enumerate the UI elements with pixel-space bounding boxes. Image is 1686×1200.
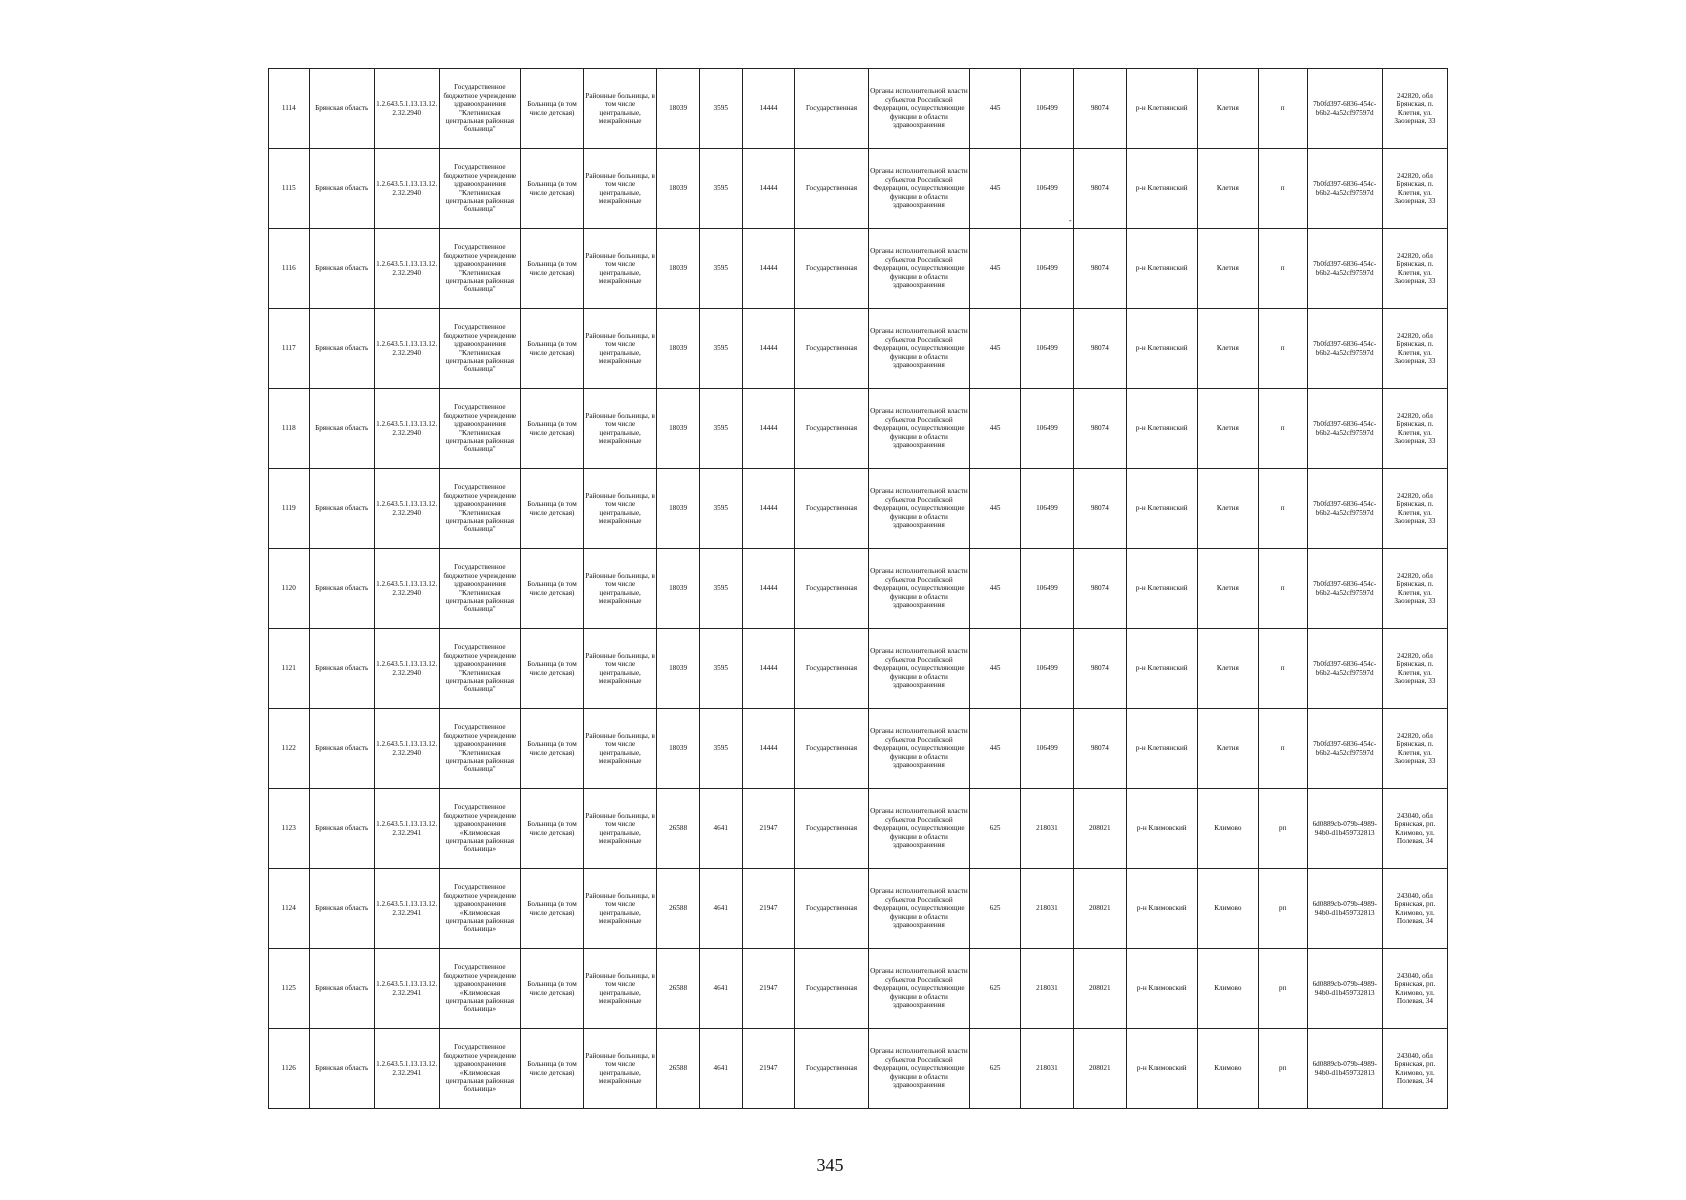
oid-code-cell: 1.2.643.5.1.13.13.12.2.32.2941 (374, 949, 439, 1029)
ownership-cell: Государственная (795, 949, 868, 1029)
value-2-cell: 3595 (699, 629, 742, 709)
table-row (269, 709, 1448, 789)
facility-group-cell: Районные больницы, в том числе центральные, межрайонные (584, 709, 657, 789)
region-cell: Брянская область (309, 309, 374, 389)
ownership-cell: Государственная (795, 789, 868, 869)
organization-name-cell: Государственное бюджетное учреждение здравоохранения "Клетнянская центральная районная больница" (439, 549, 520, 629)
facility-group-cell: Районные больницы, в том числе центральные, межрайонные (584, 549, 657, 629)
organization-name-cell: Государственное бюджетное учреждение здравоохранения "Клетнянская центральная районная больница" (439, 629, 520, 709)
value-4-cell: 625 (970, 1029, 1021, 1109)
locality-type-cell: рп (1258, 949, 1307, 1029)
value-4-cell: 625 (970, 869, 1021, 949)
organization-name-cell: Государственное бюджетное учреждение здравоохранения "Клетнянская центральная районная больница" (439, 69, 520, 149)
value-4-cell: 445 (970, 709, 1021, 789)
region-cell: Брянская область (309, 549, 374, 629)
facility-group-cell: Районные больницы, в том числе центральные, межрайонные (584, 149, 657, 229)
value-2-cell: 3595 (699, 149, 742, 229)
address-cell: 243040, обл Брянская, рп. Климово, ул. Полевая, 34 (1382, 1029, 1447, 1109)
value-2-cell: 3595 (699, 469, 742, 549)
value-3-cell: 14444 (742, 469, 795, 549)
value-6-cell: 208021 (1073, 789, 1126, 869)
row-number: 1124 (269, 869, 310, 949)
address-cell: 242820, обл Брянская, п. Клетня, ул. Заозерная, 33 (1382, 709, 1447, 789)
ownership-cell: Государственная (795, 869, 868, 949)
locality-type-cell: п (1258, 149, 1307, 229)
value-5-cell: 106499 (1021, 149, 1074, 229)
row-number: 1114 (269, 69, 310, 149)
value-1-cell: 18039 (657, 549, 700, 629)
table-row (269, 869, 1448, 949)
value-4-cell: 445 (970, 309, 1021, 389)
value-4-cell: 445 (970, 69, 1021, 149)
value-3-cell: 14444 (742, 389, 795, 469)
value-3-cell: 14444 (742, 69, 795, 149)
organization-name-cell: Государственное бюджетное учреждение здравоохранения «Климовская центральная районная больница» (439, 949, 520, 1029)
value-4-cell: 445 (970, 389, 1021, 469)
ownership-cell: Государственная (795, 709, 868, 789)
facility-kind-cell: Больница (в том числе детская) (521, 1029, 584, 1109)
ownership-cell: Государственная (795, 69, 868, 149)
facility-kind-cell: Больница (в том числе детская) (521, 149, 584, 229)
registry-body (269, 69, 1448, 1109)
authority-cell: Органы исполнительной власти субъектов Российской Федерации, осуществляющие функции в области здравоохранения (868, 309, 970, 389)
value-1-cell: 26588 (657, 789, 700, 869)
ownership-cell: Государственная (795, 549, 868, 629)
value-5-cell: 106499 (1021, 69, 1074, 149)
table-row (269, 789, 1448, 869)
facility-kind-cell: Больница (в том числе детская) (521, 629, 584, 709)
region-cell: Брянская область (309, 229, 374, 309)
organization-name-cell: Государственное бюджетное учреждение здравоохранения "Клетнянская центральная районная больница" (439, 469, 520, 549)
facility-kind-cell: Больница (в том числе детская) (521, 869, 584, 949)
page-number: 345 (816, 1155, 844, 1175)
guid-cell: 7b0fd397-6836-454c-b6b2-4a52cf97597d (1307, 389, 1382, 469)
facility-group-cell: Районные больницы, в том числе центральные, межрайонные (584, 629, 657, 709)
facility-kind-cell: Больница (в том числе детская) (521, 949, 584, 1029)
address-cell: 242820, обл Брянская, п. Клетня, ул. Заозерная, 33 (1382, 389, 1447, 469)
locality-type-cell: п (1258, 629, 1307, 709)
locality-cell: Клетня (1197, 229, 1258, 309)
organization-name-cell: Государственное бюджетное учреждение здравоохранения «Климовская центральная районная больница» (439, 789, 520, 869)
value-6-cell: 98074 (1073, 549, 1126, 629)
oid-code-cell: 1.2.643.5.1.13.13.12.2.32.2940 (374, 389, 439, 469)
value-5-cell: 218031 (1021, 949, 1074, 1029)
row-number: 1117 (269, 309, 310, 389)
value-6-cell: 98074 (1073, 629, 1126, 709)
region-cell: Брянская область (309, 949, 374, 1029)
facility-kind-cell: Больница (в том числе детская) (521, 389, 584, 469)
district-cell: р-н Клетнянский (1126, 149, 1197, 229)
facility-kind-cell: Больница (в том числе детская) (521, 789, 584, 869)
authority-cell: Органы исполнительной власти субъектов Российской Федерации, осуществляющие функции в области здравоохранения (868, 229, 970, 309)
region-cell: Брянская область (309, 629, 374, 709)
value-1-cell: 18039 (657, 389, 700, 469)
value-5-cell: 218031 (1021, 1029, 1074, 1109)
table-row (269, 69, 1448, 149)
district-cell: р-н Климовский (1126, 869, 1197, 949)
address-cell: 243040, обл Брянская, рп. Климово, ул. Полевая, 34 (1382, 869, 1447, 949)
oid-code-cell: 1.2.643.5.1.13.13.12.2.32.2940 (374, 629, 439, 709)
row-number: 1120 (269, 549, 310, 629)
locality-cell: Клетня (1197, 549, 1258, 629)
value-4-cell: 445 (970, 229, 1021, 309)
locality-cell: Клетня (1197, 629, 1258, 709)
value-5-cell: 106499 (1021, 309, 1074, 389)
locality-cell: Климово (1197, 869, 1258, 949)
guid-cell: 7b0fd397-6836-454c-b6b2-4a52cf97597d (1307, 309, 1382, 389)
facility-kind-cell: Больница (в том числе детская) (521, 69, 584, 149)
guid-cell: 6d0889cb-079b-4989-94b0-d1b459732813 (1307, 1029, 1382, 1109)
ownership-cell: Государственная (795, 629, 868, 709)
value-1-cell: 18039 (657, 69, 700, 149)
locality-type-cell: п (1258, 309, 1307, 389)
value-4-cell: 445 (970, 149, 1021, 229)
value-6-cell: 98074 (1073, 229, 1126, 309)
value-3-cell: 21947 (742, 789, 795, 869)
address-cell: 242820, обл Брянская, п. Клетня, ул. Заозерная, 33 (1382, 629, 1447, 709)
district-cell: р-н Клетнянский (1126, 629, 1197, 709)
organization-name-cell: Государственное бюджетное учреждение здравоохранения "Клетнянская центральная районная больница" (439, 389, 520, 469)
table-row (269, 309, 1448, 389)
value-2-cell: 3595 (699, 549, 742, 629)
facility-kind-cell: Больница (в том числе детская) (521, 229, 584, 309)
facility-group-cell: Районные больницы, в том числе центральные, межрайонные (584, 69, 657, 149)
district-cell: р-н Клетнянский (1126, 709, 1197, 789)
value-2-cell: 3595 (699, 709, 742, 789)
table-row (269, 549, 1448, 629)
value-1-cell: 18039 (657, 229, 700, 309)
address-cell: 242820, обл Брянская, п. Клетня, ул. Заозерная, 33 (1382, 469, 1447, 549)
district-cell: р-н Клетнянский (1126, 309, 1197, 389)
address-cell: 242820, обл Брянская, п. Клетня, ул. Заозерная, 33 (1382, 309, 1447, 389)
row-number: 1122 (269, 709, 310, 789)
oid-code-cell: 1.2.643.5.1.13.13.12.2.32.2940 (374, 149, 439, 229)
authority-cell: Органы исполнительной власти субъектов Российской Федерации, осуществляющие функции в области здравоохранения (868, 69, 970, 149)
organization-name-cell: Государственное бюджетное учреждение здравоохранения «Климовская центральная районная больница» (439, 1029, 520, 1109)
value-6-cell: 98074 (1073, 389, 1126, 469)
facility-group-cell: Районные больницы, в том числе центральные, межрайонные (584, 229, 657, 309)
authority-cell: Органы исполнительной власти субъектов Российской Федерации, осуществляющие функции в области здравоохранения (868, 709, 970, 789)
value-3-cell: 14444 (742, 709, 795, 789)
value-3-cell: 21947 (742, 949, 795, 1029)
region-cell: Брянская область (309, 389, 374, 469)
value-5-cell: 218031 (1021, 869, 1074, 949)
authority-cell: Органы исполнительной власти субъектов Российской Федерации, осуществляющие функции в области здравоохранения (868, 869, 970, 949)
district-cell: р-н Климовский (1126, 789, 1197, 869)
value-3-cell: 21947 (742, 869, 795, 949)
value-5-cell: 106499 (1021, 229, 1074, 309)
value-1-cell: 18039 (657, 149, 700, 229)
oid-code-cell: 1.2.643.5.1.13.13.12.2.32.2941 (374, 1029, 439, 1109)
locality-type-cell: рп (1258, 869, 1307, 949)
value-2-cell: 4641 (699, 869, 742, 949)
facility-kind-cell: Больница (в том числе детская) (521, 709, 584, 789)
facility-kind-cell: Больница (в том числе детская) (521, 549, 584, 629)
guid-cell: 7b0fd397-6836-454c-b6b2-4a52cf97597d (1307, 69, 1382, 149)
value-1-cell: 18039 (657, 709, 700, 789)
ownership-cell: Государственная (795, 229, 868, 309)
table-row (269, 229, 1448, 309)
value-1-cell: 26588 (657, 869, 700, 949)
value-6-cell: 98074 (1073, 69, 1126, 149)
locality-cell: Клетня (1197, 149, 1258, 229)
row-number: 1125 (269, 949, 310, 1029)
address-cell: 243040, обл Брянская, рп. Климово, ул. Полевая, 34 (1382, 949, 1447, 1029)
locality-cell: Климово (1197, 789, 1258, 869)
locality-type-cell: рп (1258, 1029, 1307, 1109)
region-cell: Брянская область (309, 1029, 374, 1109)
value-3-cell: 14444 (742, 229, 795, 309)
value-5-cell: 106499 (1021, 389, 1074, 469)
authority-cell: Органы исполнительной власти субъектов Российской Федерации, осуществляющие функции в области здравоохранения (868, 1029, 970, 1109)
locality-type-cell: п (1258, 69, 1307, 149)
facility-group-cell: Районные больницы, в том числе центральные, межрайонные (584, 869, 657, 949)
facility-group-cell: Районные больницы, в том числе центральные, межрайонные (584, 389, 657, 469)
locality-type-cell: п (1258, 389, 1307, 469)
row-number: 1118 (269, 389, 310, 469)
facility-kind-cell: Больница (в том числе детская) (521, 309, 584, 389)
document-sheet (268, 68, 1448, 1109)
table-row (269, 629, 1448, 709)
row-number: 1119 (269, 469, 310, 549)
value-1-cell: 18039 (657, 309, 700, 389)
locality-type-cell: п (1258, 549, 1307, 629)
value-6-cell: 208021 (1073, 1029, 1126, 1109)
ownership-cell: Государственная (795, 309, 868, 389)
value-4-cell: 445 (970, 469, 1021, 549)
guid-cell: 6d0889cb-079b-4989-94b0-d1b459732813 (1307, 949, 1382, 1029)
value-2-cell: 3595 (699, 389, 742, 469)
ownership-cell: Государственная (795, 469, 868, 549)
guid-cell: 6d0889cb-079b-4989-94b0-d1b459732813 (1307, 789, 1382, 869)
row-number: 1121 (269, 629, 310, 709)
district-cell: р-н Климовский (1126, 949, 1197, 1029)
address-cell: 242820, обл Брянская, п. Клетня, ул. Заозерная, 33 (1382, 549, 1447, 629)
registry-table (268, 68, 1448, 1109)
table-row (269, 949, 1448, 1029)
value-2-cell: 4641 (699, 949, 742, 1029)
guid-cell: 7b0fd397-6836-454c-b6b2-4a52cf97597d (1307, 229, 1382, 309)
value-6-cell: 208021 (1073, 949, 1126, 1029)
facility-kind-cell: Больница (в том числе детская) (521, 469, 584, 549)
value-4-cell: 625 (970, 789, 1021, 869)
locality-type-cell: рп (1258, 789, 1307, 869)
locality-cell: Клетня (1197, 389, 1258, 469)
locality-type-cell: п (1258, 469, 1307, 549)
guid-cell: 7b0fd397-6836-454c-b6b2-4a52cf97597d (1307, 549, 1382, 629)
table-row (269, 469, 1448, 549)
value-2-cell: 3595 (699, 69, 742, 149)
oid-code-cell: 1.2.643.5.1.13.13.12.2.32.2941 (374, 869, 439, 949)
value-3-cell: 14444 (742, 629, 795, 709)
district-cell: р-н Клетнянский (1126, 549, 1197, 629)
address-cell: 242820, обл Брянская, п. Клетня, ул. Заозерная, 33 (1382, 229, 1447, 309)
organization-name-cell: Государственное бюджетное учреждение здравоохранения "Клетнянская центральная районная больница" (439, 309, 520, 389)
guid-cell: 7b0fd397-6836-454c-b6b2-4a52cf97597d (1307, 149, 1382, 229)
facility-group-cell: Районные больницы, в том числе центральные, межрайонные (584, 469, 657, 549)
district-cell: р-н Климовский (1126, 1029, 1197, 1109)
facility-group-cell: Районные больницы, в том числе центральные, межрайонные (584, 309, 657, 389)
table-row (269, 149, 1448, 229)
organization-name-cell: Государственное бюджетное учреждение здравоохранения "Клетнянская центральная районная больница" (439, 709, 520, 789)
oid-code-cell: 1.2.643.5.1.13.13.12.2.32.2940 (374, 309, 439, 389)
value-5-cell: 106499 (1021, 549, 1074, 629)
stray-mark: - (1069, 216, 1072, 225)
authority-cell: Органы исполнительной власти субъектов Российской Федерации, осуществляющие функции в области здравоохранения (868, 629, 970, 709)
address-cell: 242820, обл Брянская, п. Клетня, ул. Заозерная, 33 (1382, 69, 1447, 149)
value-2-cell: 3595 (699, 229, 742, 309)
value-4-cell: 445 (970, 549, 1021, 629)
region-cell: Брянская область (309, 149, 374, 229)
oid-code-cell: 1.2.643.5.1.13.13.12.2.32.2940 (374, 549, 439, 629)
authority-cell: Органы исполнительной власти субъектов Российской Федерации, осуществляющие функции в области здравоохранения (868, 149, 970, 229)
facility-group-cell: Районные больницы, в том числе центральные, межрайонные (584, 789, 657, 869)
organization-name-cell: Государственное бюджетное учреждение здравоохранения "Клетнянская центральная районная больница" (439, 229, 520, 309)
region-cell: Брянская область (309, 789, 374, 869)
region-cell: Брянская область (309, 469, 374, 549)
authority-cell: Органы исполнительной власти субъектов Российской Федерации, осуществляющие функции в области здравоохранения (868, 389, 970, 469)
authority-cell: Органы исполнительной власти субъектов Российской Федерации, осуществляющие функции в области здравоохранения (868, 789, 970, 869)
value-4-cell: 445 (970, 629, 1021, 709)
guid-cell: 7b0fd397-6836-454c-b6b2-4a52cf97597d (1307, 629, 1382, 709)
value-6-cell: 98074 (1073, 709, 1126, 789)
value-2-cell: 4641 (699, 789, 742, 869)
value-5-cell: 218031 (1021, 789, 1074, 869)
address-cell: 242820, обл Брянская, п. Клетня, ул. Заозерная, 33 (1382, 149, 1447, 229)
value-4-cell: 625 (970, 949, 1021, 1029)
authority-cell: Органы исполнительной власти субъектов Российской Федерации, осуществляющие функции в области здравоохранения (868, 549, 970, 629)
row-number: 1116 (269, 229, 310, 309)
region-cell: Брянская область (309, 69, 374, 149)
locality-cell: Клетня (1197, 469, 1258, 549)
locality-type-cell: п (1258, 709, 1307, 789)
value-6-cell: 98074 (1073, 149, 1126, 229)
value-6-cell: 98074 (1073, 469, 1126, 549)
locality-cell: Климово (1197, 949, 1258, 1029)
facility-group-cell: Районные больницы, в том числе центральные, межрайонные (584, 949, 657, 1029)
value-2-cell: 3595 (699, 309, 742, 389)
value-3-cell: 14444 (742, 149, 795, 229)
value-2-cell: 4641 (699, 1029, 742, 1109)
guid-cell: 7b0fd397-6836-454c-b6b2-4a52cf97597d (1307, 469, 1382, 549)
locality-cell: Клетня (1197, 309, 1258, 389)
value-3-cell: 14444 (742, 549, 795, 629)
value-5-cell: 106499 (1021, 629, 1074, 709)
value-1-cell: 18039 (657, 629, 700, 709)
locality-cell: Клетня (1197, 709, 1258, 789)
facility-group-cell: Районные больницы, в том числе центральные, межрайонные (584, 1029, 657, 1109)
oid-code-cell: 1.2.643.5.1.13.13.12.2.32.2940 (374, 709, 439, 789)
value-6-cell: 208021 (1073, 869, 1126, 949)
ownership-cell: Государственная (795, 389, 868, 469)
locality-cell: Клетня (1197, 69, 1258, 149)
value-5-cell: 106499 (1021, 469, 1074, 549)
guid-cell: 7b0fd397-6836-454c-b6b2-4a52cf97597d (1307, 709, 1382, 789)
value-3-cell: 14444 (742, 309, 795, 389)
row-number: 1126 (269, 1029, 310, 1109)
oid-code-cell: 1.2.643.5.1.13.13.12.2.32.2940 (374, 469, 439, 549)
row-number: 1115 (269, 149, 310, 229)
value-5-cell: 106499 (1021, 709, 1074, 789)
value-6-cell: 98074 (1073, 309, 1126, 389)
region-cell: Брянская область (309, 709, 374, 789)
district-cell: р-н Клетнянский (1126, 229, 1197, 309)
oid-code-cell: 1.2.643.5.1.13.13.12.2.32.2940 (374, 229, 439, 309)
guid-cell: 6d0889cb-079b-4989-94b0-d1b459732813 (1307, 869, 1382, 949)
locality-type-cell: п (1258, 229, 1307, 309)
locality-cell: Климово (1197, 1029, 1258, 1109)
organization-name-cell: Государственное бюджетное учреждение здравоохранения «Климовская центральная районная больница» (439, 869, 520, 949)
authority-cell: Органы исполнительной власти субъектов Российской Федерации, осуществляющие функции в области здравоохранения (868, 949, 970, 1029)
table-row (269, 1029, 1448, 1109)
value-1-cell: 18039 (657, 469, 700, 549)
organization-name-cell: Государственное бюджетное учреждение здравоохранения "Клетнянская центральная районная больница" (439, 149, 520, 229)
value-1-cell: 26588 (657, 949, 700, 1029)
oid-code-cell: 1.2.643.5.1.13.13.12.2.32.2940 (374, 69, 439, 149)
ownership-cell: Государственная (795, 149, 868, 229)
value-1-cell: 26588 (657, 1029, 700, 1109)
value-3-cell: 21947 (742, 1029, 795, 1109)
region-cell: Брянская область (309, 869, 374, 949)
district-cell: р-н Клетнянский (1126, 69, 1197, 149)
row-number: 1123 (269, 789, 310, 869)
oid-code-cell: 1.2.643.5.1.13.13.12.2.32.2941 (374, 789, 439, 869)
district-cell: р-н Клетнянский (1126, 389, 1197, 469)
district-cell: р-н Клетнянский (1126, 469, 1197, 549)
authority-cell: Органы исполнительной власти субъектов Российской Федерации, осуществляющие функции в области здравоохранения (868, 469, 970, 549)
address-cell: 243040, обл Брянская, рп. Климово, ул. Полевая, 34 (1382, 789, 1447, 869)
ownership-cell: Государственная (795, 1029, 868, 1109)
table-row (269, 389, 1448, 469)
